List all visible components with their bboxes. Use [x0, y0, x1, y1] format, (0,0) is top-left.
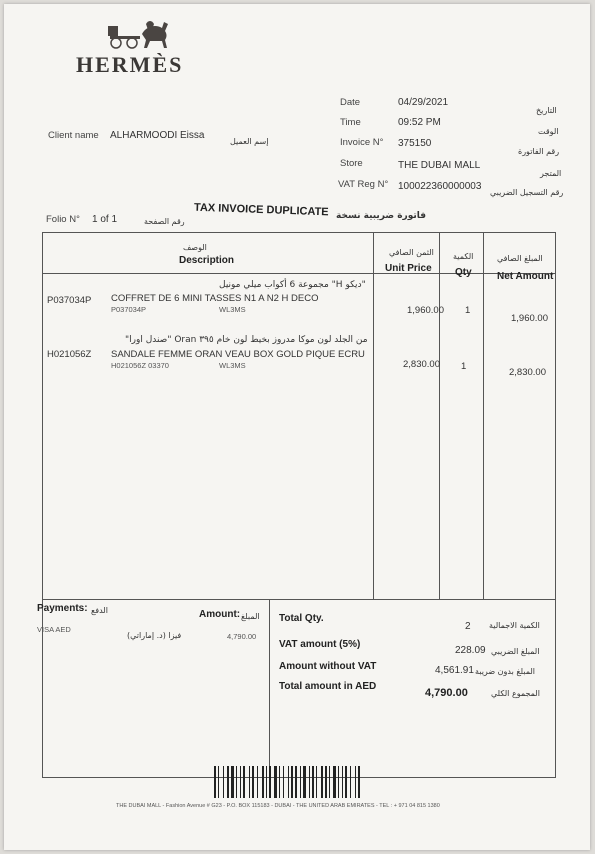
total-amount-label: Total amount in AED: [279, 681, 377, 692]
col-unit-price-ar: الثمن الصافي: [389, 248, 434, 257]
payments-label: Payments:: [37, 603, 88, 614]
time-ar: الوقت: [538, 127, 559, 136]
items-table: [37, 232, 556, 778]
item-1-net-amount: 1,960.00: [511, 313, 548, 324]
item-2-qty: 1: [461, 361, 467, 372]
barcode: [214, 766, 400, 798]
store-ar: المتجر: [540, 169, 562, 178]
folio-label: Folio N°: [46, 214, 80, 225]
item-2-code: H021056Z: [47, 349, 92, 360]
total-qty-label: Total Qty.: [279, 613, 324, 624]
folio-ar: رقم الصفحة: [144, 217, 185, 226]
col-unit-price: Unit Price: [385, 263, 432, 274]
item-1-sub-code: P037034P: [111, 305, 147, 314]
total-qty-value: 2: [465, 621, 471, 632]
amount-ar: المبلغ: [241, 612, 260, 621]
amount-without-vat-ar: المبلغ بدون ضريبة: [475, 667, 535, 676]
store-label: Store: [340, 158, 363, 169]
amount-label: Amount:: [199, 609, 241, 620]
vat-amount-label: VAT amount (5%): [279, 639, 361, 650]
payment-amount: 4,790.00: [227, 632, 257, 641]
vat-reg-label: VAT Reg N°: [338, 179, 389, 190]
date-value: 04/29/2021: [398, 97, 449, 108]
invoice-number-label: Invoice N°: [340, 137, 384, 148]
payment-method-ar: فيزا (د. إماراتي): [127, 631, 182, 640]
store-value: THE DUBAI MALL: [398, 160, 481, 171]
col-qty: Qty: [455, 267, 472, 278]
amount-without-vat-value: 4,561.91: [435, 665, 474, 676]
item-2-unit-price: 2,830.00: [403, 359, 440, 370]
invoice-number-ar: رقم الفاتورة: [518, 147, 560, 156]
store-address-footer: THE DUBAI MALL - Fashion Avenue # G23 - P.O. BOX 115183 - DUBAI - THE UNITED ARAB EMIRATES - TEL : + 971 04 815 1380: [116, 803, 440, 809]
invoice-title-ar: فاتورة ضريبية نسخة: [336, 211, 427, 221]
date-label: Date: [340, 97, 361, 108]
total-qty-ar: الكمية الاجمالية: [489, 621, 540, 630]
item-2-desc: SANDALE FEMME ORAN VEAU BOX GOLD PIQUE ECRU: [111, 349, 365, 360]
client-name-ar: إسم العميل: [230, 137, 269, 146]
col-qty-ar: الكمية: [453, 252, 474, 261]
payment-method: VISA AED: [37, 625, 71, 634]
item-1-unit-price: 1,960.00: [407, 305, 444, 316]
item-1-desc: COFFRET DE 6 MINI TASSES N1 A N2 H DECO: [111, 293, 319, 304]
item-2-desc-ar: من الجلد لون موكا مدروز بخيط لون خام ٣٩٥ Oran "صندل اورا": [125, 335, 368, 345]
item-2-sub-ref: WL3MS: [219, 361, 246, 370]
payments-ar: الدفع: [91, 606, 108, 615]
time-value: 09:52 PM: [398, 117, 441, 128]
amount-without-vat-label: Amount without VAT: [279, 661, 377, 672]
col-net-amount: Net Amount: [497, 271, 554, 282]
vat-reg-value: 100022360000003: [398, 181, 482, 192]
time-label: Time: [340, 117, 361, 128]
total-amount-ar: المجموع الكلي: [491, 689, 540, 698]
brand-logo: HERMÈS: [76, 52, 184, 77]
date-ar: التاريخ: [536, 106, 557, 115]
total-amount-value: 4,790.00: [425, 687, 468, 699]
col-description: Description: [179, 255, 235, 266]
invoice-paper: [4, 4, 590, 850]
vat-amount-value: 228.09: [455, 645, 486, 656]
col-net-amount-ar: المبلغ الصافي: [497, 254, 543, 263]
client-name-label: Client name: [48, 130, 99, 141]
col-description-ar: الوصف: [183, 243, 207, 252]
item-2-net-amount: 2,830.00: [509, 367, 546, 378]
item-1-code: P037034P: [47, 295, 92, 306]
item-2-sub-code: H021056Z 03370: [111, 361, 169, 370]
item-1-sub-ref: WL3MS: [219, 305, 246, 314]
invoice-title: TAX INVOICE DUPLICATE: [193, 201, 329, 219]
vat-reg-ar: رقم التسجيل الضريبي: [490, 188, 564, 197]
invoice-number-value: 375150: [398, 138, 432, 149]
client-name-value: ALHARMOODI Eissa: [110, 130, 205, 141]
carriage-logo-icon: [102, 16, 174, 50]
folio-value: 1 of 1: [92, 214, 118, 225]
item-1-qty: 1: [465, 305, 471, 316]
vat-amount-ar: المبلغ الضريبي: [491, 647, 540, 656]
item-1-desc-ar: "ديكو H" مجموعة 6 أكواب ميلي مونيل: [219, 280, 366, 290]
